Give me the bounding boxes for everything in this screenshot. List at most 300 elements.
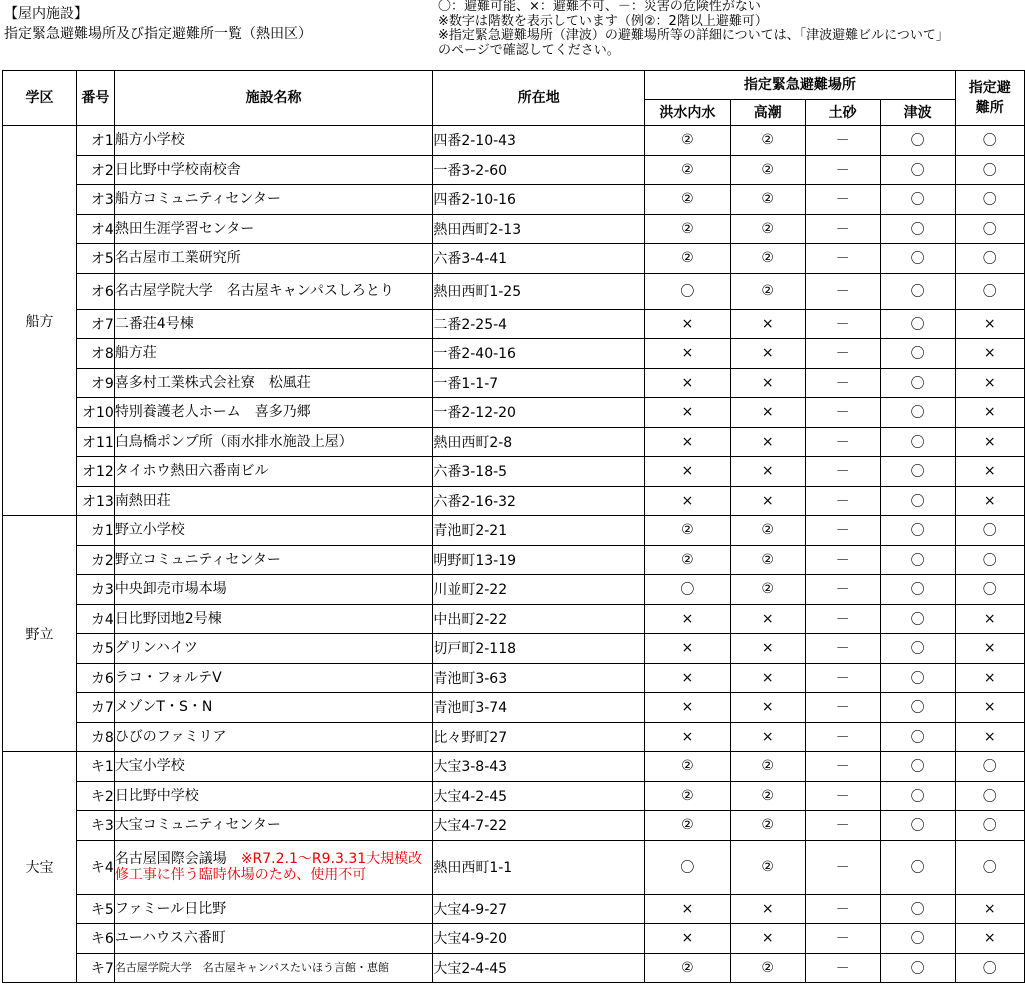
table-row <box>3 273 1025 309</box>
facility-name-cell <box>114 604 433 634</box>
address-cell: 青池町3-63 <box>433 663 645 693</box>
shelter-header-label: 指定避難所 <box>968 80 1011 116</box>
address-cell: 熱田西町2-13 <box>433 214 645 244</box>
shelter-mark: × <box>955 722 1024 752</box>
shelter-mark: × <box>955 634 1024 664</box>
storm-mark: × <box>730 663 805 693</box>
facility-name-cell <box>114 126 433 156</box>
landslide-mark: － <box>805 398 880 428</box>
flood-mark: × <box>645 457 731 487</box>
address-cell: 四番2-10-16 <box>433 185 645 215</box>
flood-mark: ② <box>645 244 731 274</box>
facility-name: 大宝コミュニティセンター <box>114 817 281 834</box>
facility-name-cell <box>114 155 433 185</box>
table-row <box>3 604 1025 634</box>
landslide-mark: － <box>805 953 880 983</box>
address-cell: 六番2-16-32 <box>433 486 645 516</box>
facility-number-cell: カ5 <box>76 634 114 664</box>
landslide-mark: － <box>805 486 880 516</box>
flood-mark: 〇 <box>645 575 731 605</box>
address-cell: 一番2-12-20 <box>433 398 645 428</box>
facility-number-cell: オ10 <box>76 398 114 428</box>
facility-name: 船方コミュニティセンター <box>114 191 281 208</box>
address-cell: 熱田西町2-8 <box>433 427 645 457</box>
table-row <box>3 398 1025 428</box>
address-cell: 大宝4-7-22 <box>433 811 645 841</box>
flood-mark: ② <box>645 155 731 185</box>
address-cell: 四番2-10-43 <box>433 126 645 156</box>
storm-mark: ② <box>730 126 805 156</box>
shelter-mark: × <box>955 398 1024 428</box>
landslide-mark: － <box>805 894 880 924</box>
flood-mark: × <box>645 663 731 693</box>
landslide-mark: － <box>805 840 880 894</box>
tsunami-mark: 〇 <box>880 722 955 752</box>
flood-mark: × <box>645 722 731 752</box>
tsunami-mark: 〇 <box>880 185 955 215</box>
storm-mark: ② <box>730 244 805 274</box>
table-row <box>3 634 1025 664</box>
address-cell: 六番3-4-41 <box>433 244 645 274</box>
storm-mark: × <box>730 693 805 723</box>
table-row <box>3 722 1025 752</box>
facility-name: タイホウ熱田六番南ビル <box>114 463 269 480</box>
facility-name: 日比野中学校 <box>114 787 199 804</box>
tsunami-mark: 〇 <box>880 155 955 185</box>
table-row <box>3 894 1025 924</box>
school-district-cell: 大宝 <box>3 752 77 983</box>
storm-mark: ② <box>730 273 805 309</box>
facility-name: ファミール日比野 <box>114 900 227 917</box>
shelter-mark: × <box>955 924 1024 954</box>
facility-name: 喜多村工業株式会社寮 松風荘 <box>114 374 311 391</box>
table-row <box>3 752 1025 782</box>
table-row <box>3 811 1025 841</box>
table-row <box>3 244 1025 274</box>
facility-name-cell <box>114 924 433 954</box>
facility-name-cell <box>114 273 433 309</box>
tsunami-mark: 〇 <box>880 752 955 782</box>
landslide-mark: － <box>805 309 880 339</box>
facility-number-cell: キ5 <box>76 894 114 924</box>
shelter-mark: × <box>955 693 1024 723</box>
landslide-mark: － <box>805 516 880 546</box>
facility-name: メゾンT・S・N <box>114 699 213 716</box>
flood-mark: ② <box>645 953 731 983</box>
landslide-mark: － <box>805 457 880 487</box>
closure-notice: ※R7.2.1～R9.3.31大規模改修工事に伴う臨時休場のため、使用不可 <box>114 851 423 883</box>
legend-note: のページで確認してください。 <box>438 42 620 58</box>
flood-mark: ② <box>645 752 731 782</box>
facility-name: 船方小学校 <box>114 132 185 149</box>
shelter-mark: × <box>955 894 1024 924</box>
address-cell: 大宝4-9-20 <box>433 924 645 954</box>
storm-mark: × <box>730 634 805 664</box>
facility-number-cell: キ2 <box>76 781 114 811</box>
storm-mark: × <box>730 894 805 924</box>
shelter-mark: 〇 <box>955 126 1024 156</box>
flood-mark: × <box>645 604 731 634</box>
facility-name: 野立小学校 <box>114 522 185 539</box>
col-header-tsunami: 津波 <box>880 100 955 126</box>
table-body <box>3 126 1025 983</box>
facility-number-cell: オ12 <box>76 457 114 487</box>
landslide-mark: － <box>805 693 880 723</box>
table-row <box>3 545 1025 575</box>
table-row <box>3 663 1025 693</box>
facility-table <box>2 70 1025 983</box>
facility-name: 船方荘 <box>114 345 157 362</box>
facility-name-cell <box>114 457 433 487</box>
table-row <box>3 840 1025 894</box>
facility-name: 日比野団地2号棟 <box>114 610 222 627</box>
facility-name-cell <box>114 545 433 575</box>
shelter-mark: 〇 <box>955 185 1024 215</box>
address-cell: 大宝2-4-45 <box>433 953 645 983</box>
facility-name: グリンハイツ <box>114 640 198 657</box>
shelter-mark: 〇 <box>955 516 1024 546</box>
flood-mark: × <box>645 924 731 954</box>
landslide-mark: － <box>805 244 880 274</box>
tsunami-mark: 〇 <box>880 575 955 605</box>
storm-mark: ② <box>730 575 805 605</box>
storm-mark: ② <box>730 185 805 215</box>
facility-name: ひびのファミリア <box>114 728 227 745</box>
shelter-mark: × <box>955 604 1024 634</box>
address-cell: 青池町3-74 <box>433 693 645 723</box>
tsunami-mark: 〇 <box>880 604 955 634</box>
address-cell: 二番2-25-4 <box>433 309 645 339</box>
facility-number-cell: カ7 <box>76 693 114 723</box>
address-cell: 切戸町2-118 <box>433 634 645 664</box>
col-header-shelter <box>955 71 1024 126</box>
address-cell: 熱田西町1-1 <box>433 840 645 894</box>
flood-mark: × <box>645 693 731 723</box>
shelter-mark: 〇 <box>955 575 1024 605</box>
storm-mark: × <box>730 486 805 516</box>
tsunami-mark: 〇 <box>880 840 955 894</box>
landslide-mark: － <box>805 545 880 575</box>
facility-number-cell: オ6 <box>76 273 114 309</box>
tsunami-mark: 〇 <box>880 634 955 664</box>
flood-mark: ② <box>645 781 731 811</box>
storm-mark: × <box>730 722 805 752</box>
facility-number-cell: カ6 <box>76 663 114 693</box>
facility-name: 日比野中学校南校舎 <box>114 161 241 178</box>
address-cell: 大宝3-8-43 <box>433 752 645 782</box>
table-row <box>3 516 1025 546</box>
page-title: 指定緊急避難場所及び指定避難所一覧（熱田区） <box>4 26 312 42</box>
landslide-mark: － <box>805 811 880 841</box>
landslide-mark: － <box>805 575 880 605</box>
landslide-mark: － <box>805 126 880 156</box>
facility-name: ラコ・フォルテV <box>114 669 222 686</box>
shelter-mark: 〇 <box>955 840 1024 894</box>
facility-number-cell: オ1 <box>76 126 114 156</box>
page-header <box>4 4 312 44</box>
facility-name-cell <box>114 953 433 983</box>
col-header-emergency-group: 指定緊急避難場所 <box>645 71 955 100</box>
facility-number-cell: カ3 <box>76 575 114 605</box>
facility-name: 特別養護老人ホーム 喜多乃郷 <box>114 404 311 421</box>
landslide-mark: － <box>805 752 880 782</box>
facility-name-cell <box>114 185 433 215</box>
facility-number-cell: オ7 <box>76 309 114 339</box>
facility-number-cell: キ6 <box>76 924 114 954</box>
legend-note: 〇：避難可能、×：避難不可、－：災害の危険性がない <box>438 0 761 14</box>
facility-number-cell: オ8 <box>76 339 114 369</box>
legend-notes <box>438 0 949 58</box>
address-cell: 川並町2-22 <box>433 575 645 605</box>
shelter-mark: 〇 <box>955 273 1024 309</box>
address-cell: 一番2-40-16 <box>433 339 645 369</box>
landslide-mark: － <box>805 634 880 664</box>
flood-mark: ② <box>645 126 731 156</box>
storm-mark: × <box>730 398 805 428</box>
facility-name-cell <box>114 693 433 723</box>
landslide-mark: － <box>805 722 880 752</box>
shelter-mark: 〇 <box>955 811 1024 841</box>
address-cell: 明野町13-19 <box>433 545 645 575</box>
facility-name: 名古屋学院大学 名古屋キャンパスしろとり <box>114 283 394 299</box>
flood-mark: ② <box>645 545 731 575</box>
landslide-mark: － <box>805 781 880 811</box>
table-row <box>3 427 1025 457</box>
facility-name-cell <box>114 781 433 811</box>
facility-name: 名古屋学院大学 名古屋キャンパスたいほう言館・恵館 <box>114 960 390 974</box>
storm-mark: ② <box>730 811 805 841</box>
storm-mark: × <box>730 427 805 457</box>
landslide-mark: － <box>805 663 880 693</box>
flood-mark: × <box>645 309 731 339</box>
flood-mark: × <box>645 368 731 398</box>
tsunami-mark: 〇 <box>880 953 955 983</box>
facility-name: 大宝小学校 <box>114 758 185 775</box>
col-header-storm: 高潮 <box>730 100 805 126</box>
tsunami-mark: 〇 <box>880 309 955 339</box>
col-header-school: 学区 <box>3 71 77 126</box>
table-row <box>3 575 1025 605</box>
address-cell: 比々野町27 <box>433 722 645 752</box>
storm-mark: ② <box>730 781 805 811</box>
facility-name-cell <box>114 368 433 398</box>
table-row <box>3 185 1025 215</box>
facility-number-cell: キ3 <box>76 811 114 841</box>
flood-mark: 〇 <box>645 840 731 894</box>
flood-mark: × <box>645 486 731 516</box>
facility-number-cell: オ2 <box>76 155 114 185</box>
facility-number-cell: オ3 <box>76 185 114 215</box>
storm-mark: ② <box>730 516 805 546</box>
shelter-mark: × <box>955 457 1024 487</box>
facility-name-cell <box>114 516 433 546</box>
landslide-mark: － <box>805 214 880 244</box>
storm-mark: × <box>730 924 805 954</box>
table-row <box>3 781 1025 811</box>
shelter-mark: × <box>955 309 1024 339</box>
facility-name: 中央卸売市場本場 <box>114 581 227 598</box>
flood-mark: ② <box>645 185 731 215</box>
landslide-mark: － <box>805 155 880 185</box>
shelter-mark: 〇 <box>955 781 1024 811</box>
storm-mark: ② <box>730 953 805 983</box>
storm-mark: × <box>730 368 805 398</box>
address-cell: 大宝4-9-27 <box>433 894 645 924</box>
facility-name-cell <box>114 486 433 516</box>
col-header-address: 所在地 <box>433 71 645 126</box>
category-label: 【屋内施設】 <box>4 6 88 22</box>
facility-name-cell <box>114 722 433 752</box>
school-district-cell: 船方 <box>3 126 77 516</box>
table-row <box>3 126 1025 156</box>
tsunami-mark: 〇 <box>880 339 955 369</box>
facility-name-cell <box>114 840 433 894</box>
col-header-landslide: 土砂 <box>805 100 880 126</box>
flood-mark: × <box>645 894 731 924</box>
legend-note: ※指定緊急避難場所（津波）の避難場所等の詳細については、「津波避難ビルについて」 <box>438 28 949 43</box>
storm-mark: × <box>730 604 805 634</box>
flood-mark: × <box>645 339 731 369</box>
shelter-mark: 〇 <box>955 244 1024 274</box>
shelter-mark: × <box>955 486 1024 516</box>
address-cell: 中出町2-22 <box>433 604 645 634</box>
facility-number-cell: オ9 <box>76 368 114 398</box>
flood-mark: ② <box>645 811 731 841</box>
address-cell: 青池町2-21 <box>433 516 645 546</box>
landslide-mark: － <box>805 368 880 398</box>
tsunami-mark: 〇 <box>880 545 955 575</box>
shelter-mark: × <box>955 368 1024 398</box>
facility-number-cell: キ7 <box>76 953 114 983</box>
facility-name-cell <box>114 339 433 369</box>
facility-name-cell <box>114 427 433 457</box>
shelter-mark: × <box>955 339 1024 369</box>
tsunami-mark: 〇 <box>880 516 955 546</box>
shelter-mark: 〇 <box>955 752 1024 782</box>
tsunami-mark: 〇 <box>880 781 955 811</box>
flood-mark: ② <box>645 516 731 546</box>
storm-mark: ② <box>730 214 805 244</box>
flood-mark: 〇 <box>645 273 731 309</box>
flood-mark: × <box>645 634 731 664</box>
facility-number-cell: キ4 <box>76 840 114 894</box>
tsunami-mark: 〇 <box>880 126 955 156</box>
flood-mark: × <box>645 398 731 428</box>
facility-name-cell <box>114 244 433 274</box>
tsunami-mark: 〇 <box>880 663 955 693</box>
facility-number-cell: カ1 <box>76 516 114 546</box>
storm-mark: × <box>730 309 805 339</box>
facility-name-cell <box>114 894 433 924</box>
tsunami-mark: 〇 <box>880 894 955 924</box>
table-row <box>3 339 1025 369</box>
legend-note: ※数字は階数を表示しています（例②：2階以上避難可） <box>438 13 768 29</box>
col-header-name: 施設名称 <box>114 71 433 126</box>
landslide-mark: － <box>805 339 880 369</box>
shelter-mark: 〇 <box>955 953 1024 983</box>
facility-number-cell: キ1 <box>76 752 114 782</box>
facility-name-cell <box>114 752 433 782</box>
address-cell: 熱田西町1-25 <box>433 273 645 309</box>
storm-mark: ② <box>730 545 805 575</box>
address-cell: 一番1-1-7 <box>433 368 645 398</box>
facility-number-cell: カ2 <box>76 545 114 575</box>
facility-name-cell <box>114 398 433 428</box>
shelter-mark: × <box>955 427 1024 457</box>
address-cell: 一番3-2-60 <box>433 155 645 185</box>
tsunami-mark: 〇 <box>880 811 955 841</box>
facility-name: 白鳥橋ポンプ所（雨水排水施設上屋） <box>114 433 353 450</box>
shelter-mark: 〇 <box>955 214 1024 244</box>
facility-name-cell <box>114 663 433 693</box>
facility-number-cell: オ13 <box>76 486 114 516</box>
storm-mark: ② <box>730 752 805 782</box>
facility-name-cell <box>114 575 433 605</box>
facility-name: 熱田生涯学習センター <box>114 220 255 237</box>
facility-number-cell: オ5 <box>76 244 114 274</box>
facility-name: 名古屋国際会議場 <box>114 851 241 867</box>
facility-number-cell: カ4 <box>76 604 114 634</box>
landslide-mark: － <box>805 185 880 215</box>
address-cell: 六番3-18-5 <box>433 457 645 487</box>
table-row <box>3 924 1025 954</box>
col-header-number: 番号 <box>76 71 114 126</box>
facility-name: 名古屋市工業研究所 <box>114 250 241 267</box>
facility-name: 二番荘4号棟 <box>114 315 194 332</box>
landslide-mark: － <box>805 273 880 309</box>
shelter-mark: 〇 <box>955 545 1024 575</box>
landslide-mark: － <box>805 604 880 634</box>
table-row <box>3 693 1025 723</box>
landslide-mark: － <box>805 924 880 954</box>
table-row <box>3 457 1025 487</box>
tsunami-mark: 〇 <box>880 486 955 516</box>
tsunami-mark: 〇 <box>880 398 955 428</box>
flood-mark: × <box>645 427 731 457</box>
tsunami-mark: 〇 <box>880 244 955 274</box>
facility-name: ユーハウス六番町 <box>114 930 226 947</box>
tsunami-mark: 〇 <box>880 214 955 244</box>
storm-mark: × <box>730 457 805 487</box>
facility-number-cell: オ11 <box>76 427 114 457</box>
tsunami-mark: 〇 <box>880 693 955 723</box>
tsunami-mark: 〇 <box>880 457 955 487</box>
table-row <box>3 214 1025 244</box>
tsunami-mark: 〇 <box>880 368 955 398</box>
facility-name: 南熱田荘 <box>114 492 171 509</box>
table-row <box>3 953 1025 983</box>
table-row <box>3 155 1025 185</box>
landslide-mark: － <box>805 427 880 457</box>
school-district-cell: 野立 <box>3 516 77 752</box>
facility-name-cell <box>114 634 433 664</box>
facility-name-cell <box>114 214 433 244</box>
address-cell: 大宝4-2-45 <box>433 781 645 811</box>
storm-mark: ② <box>730 155 805 185</box>
table-row <box>3 368 1025 398</box>
shelter-mark: 〇 <box>955 155 1024 185</box>
storm-mark: × <box>730 339 805 369</box>
table-row <box>3 486 1025 516</box>
facility-name: 野立コミュニティセンター <box>114 551 281 568</box>
facility-number-cell: オ4 <box>76 214 114 244</box>
table-row <box>3 309 1025 339</box>
tsunami-mark: 〇 <box>880 924 955 954</box>
facility-name-cell <box>114 811 433 841</box>
tsunami-mark: 〇 <box>880 427 955 457</box>
facility-name-cell <box>114 309 433 339</box>
flood-mark: ② <box>645 214 731 244</box>
